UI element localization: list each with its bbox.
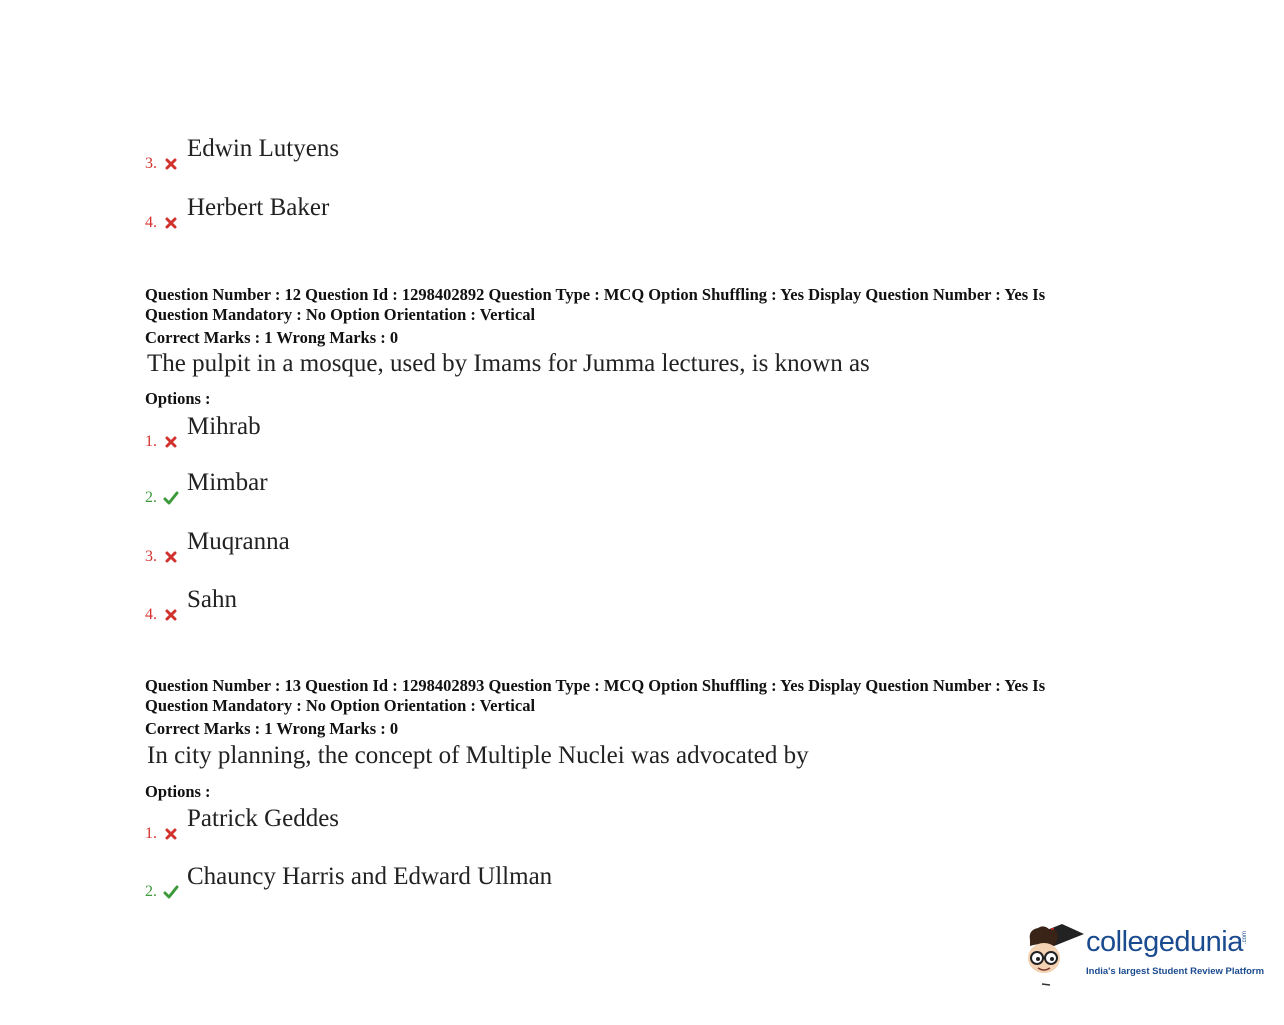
option-number: 1. xyxy=(145,433,157,450)
option-number: 4. xyxy=(145,214,157,231)
question-meta-line: Question Mandatory : No Option Orientation : Vertical xyxy=(145,696,536,715)
option-row xyxy=(145,528,845,568)
cross-icon xyxy=(163,607,179,623)
option-row xyxy=(145,413,845,453)
option-text: Edwin Lutyens xyxy=(187,135,340,162)
option-row xyxy=(145,863,845,903)
check-icon xyxy=(163,884,179,900)
option-text: Sahn xyxy=(187,586,237,613)
option-row xyxy=(145,469,845,509)
option-number: 3. xyxy=(145,155,157,172)
option-text: Herbert Baker xyxy=(187,194,330,221)
question-text: In city planning, the concept of Multiple Nuclei was advocated by xyxy=(147,742,809,769)
option-number: 1. xyxy=(145,825,157,842)
question-meta-line: Question Number : 12 Question Id : 1298402892 Question Type : MCQ Option Shuffling : Yes Display Question Number : Yes Is xyxy=(145,285,1046,304)
option-number: 2. xyxy=(145,489,157,506)
question-meta-line: Question Number : 13 Question Id : 1298402893 Question Type : MCQ Option Shuffling : Yes Display Question Number : Yes Is xyxy=(145,676,1046,695)
logo-wordmark: collegedunia xyxy=(1086,926,1243,958)
option-row xyxy=(145,586,845,626)
cross-icon xyxy=(163,826,179,842)
question-meta xyxy=(145,285,1105,325)
cross-icon xyxy=(163,156,179,172)
option-row xyxy=(145,805,845,845)
mascot-icon xyxy=(1024,918,1086,988)
check-icon xyxy=(163,490,179,506)
cross-icon xyxy=(163,434,179,450)
option-number: 3. xyxy=(145,548,157,565)
question-marks: Correct Marks : 1 Wrong Marks : 0 xyxy=(145,719,399,738)
logo-suffix: .com xyxy=(1242,930,1248,944)
option-text: Patrick Geddes xyxy=(187,805,340,832)
collegedunia-logo[interactable] xyxy=(1024,918,1264,988)
cross-icon xyxy=(163,549,179,565)
cross-icon xyxy=(163,215,179,231)
options-label: Options : xyxy=(145,782,211,801)
question-meta xyxy=(145,676,1105,716)
option-text: Muqranna xyxy=(187,528,290,555)
option-text: Mimbar xyxy=(187,469,268,496)
question-text: The pulpit in a mosque, used by Imams for Jumma lectures, is known as xyxy=(147,350,870,377)
question-marks: Correct Marks : 1 Wrong Marks : 0 xyxy=(145,328,399,347)
option-row xyxy=(145,135,845,175)
option-text: Mihrab xyxy=(187,413,261,440)
question-meta-line: Question Mandatory : No Option Orientation : Vertical xyxy=(145,305,536,324)
logo-tagline: India's largest Student Review Platform xyxy=(1086,966,1265,977)
option-number: 4. xyxy=(145,606,157,623)
options-label: Options : xyxy=(145,389,211,408)
option-text: Chauncy Harris and Edward Ullman xyxy=(187,863,553,890)
option-number: 2. xyxy=(145,883,157,900)
option-row xyxy=(145,194,845,234)
